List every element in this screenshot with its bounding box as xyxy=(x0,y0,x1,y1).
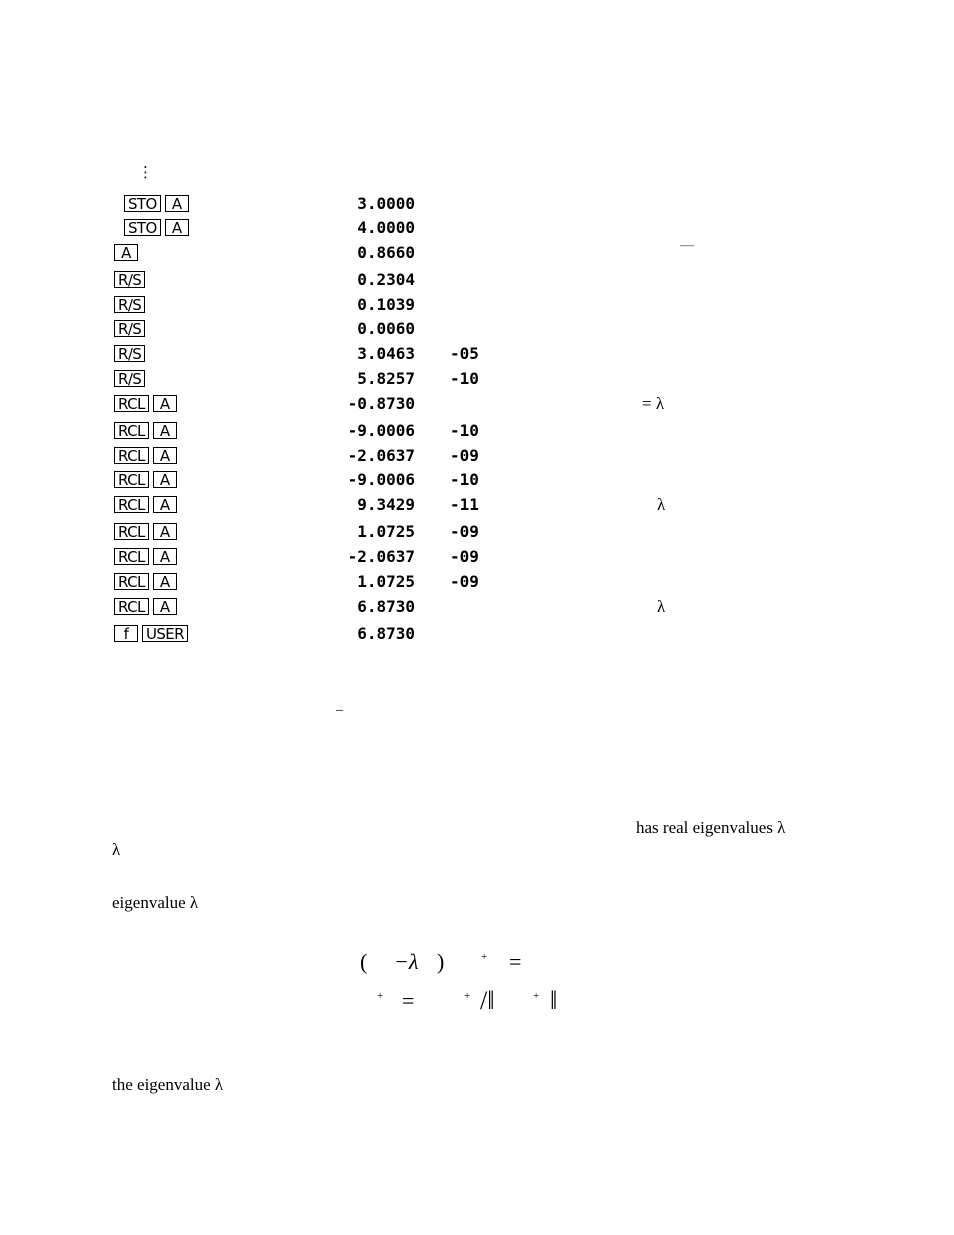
eq1-left-paren: ( xyxy=(360,949,368,974)
display-value: 1.0725 xyxy=(357,522,415,541)
calculator-key: A xyxy=(153,422,177,439)
calculator-key: RCL xyxy=(114,447,149,464)
table-row xyxy=(0,422,954,444)
display-exponent: -11 xyxy=(450,495,479,514)
eq2-norm-bar: ‖ xyxy=(550,986,558,1015)
eq1-equals: = xyxy=(509,949,522,974)
table-row xyxy=(0,447,954,469)
calculator-key: RCL xyxy=(114,598,149,615)
table-row xyxy=(0,238,954,266)
display-exponent: -10 xyxy=(450,421,479,440)
keystroke-sequence xyxy=(114,471,177,488)
calculator-key: A xyxy=(165,219,189,236)
calculator-key: RCL xyxy=(114,471,149,488)
table-row xyxy=(0,320,954,342)
display-value: 4.0000 xyxy=(357,218,415,237)
display-value: 0.8660 xyxy=(357,243,415,262)
keystroke-sequence xyxy=(114,573,177,590)
calculator-key: A xyxy=(153,471,177,488)
keystroke-sequence xyxy=(124,219,189,236)
keystroke-sequence xyxy=(114,496,177,513)
display-exponent: -09 xyxy=(450,446,479,465)
display-exponent: -10 xyxy=(450,470,479,489)
calculator-key: A xyxy=(153,573,177,590)
display-value: 9.3429 xyxy=(357,495,415,514)
table-row xyxy=(0,625,954,647)
table-row xyxy=(0,345,954,367)
table-row xyxy=(0,471,954,493)
display-value: 1.0725 xyxy=(357,572,415,591)
table-row xyxy=(0,219,954,241)
display-value: 3.0463 xyxy=(357,344,415,363)
keystroke-sequence xyxy=(114,271,145,288)
display-exponent: -09 xyxy=(450,547,479,566)
calculator-key: STO xyxy=(124,219,161,236)
calculator-key: R/S xyxy=(114,271,145,288)
calculator-key: RCL xyxy=(114,548,149,565)
table-row xyxy=(0,573,954,595)
calculator-key: R/S xyxy=(114,345,145,362)
keystroke-sequence xyxy=(114,370,145,387)
calculator-key: A xyxy=(153,395,177,412)
table-row xyxy=(0,523,954,545)
keystroke-sequence xyxy=(114,598,177,615)
calculator-key: RCL xyxy=(114,523,149,540)
paragraph-eigenvalue: eigenvalue λ xyxy=(112,893,199,912)
display-value: -2.0637 xyxy=(347,547,415,566)
table-row xyxy=(0,195,954,217)
eq1-superscript-plus: + xyxy=(481,951,488,963)
calculator-key: R/S xyxy=(114,296,145,313)
calculator-key: A xyxy=(153,548,177,565)
display-value: 5.8257 xyxy=(357,369,415,388)
keystroke-sequence xyxy=(124,195,189,212)
eq1-minus-lambda: −λ xyxy=(394,949,419,974)
vertical-ellipsis: ⋮ xyxy=(138,163,153,181)
keystroke-sequence xyxy=(114,244,138,261)
display-value: 0.0060 xyxy=(357,319,415,338)
display-value: -9.0006 xyxy=(347,421,415,440)
display-value: -2.0637 xyxy=(347,446,415,465)
eq2-equals: = xyxy=(402,988,415,1013)
paragraph-eigenvalues-left: λ xyxy=(112,840,121,859)
calculator-key: A xyxy=(114,244,138,261)
calculator-key: A xyxy=(153,523,177,540)
calculator-key: A xyxy=(165,195,189,212)
keystroke-sequence xyxy=(114,422,177,439)
eq2-superscript-plus-3: + xyxy=(533,990,540,1002)
calculator-key: USER xyxy=(142,625,188,642)
paragraph-the-eigenvalue: the eigenvalue λ xyxy=(112,1075,224,1094)
keystroke-sequence xyxy=(114,625,188,642)
table-row xyxy=(0,496,954,518)
calculator-key: RCL xyxy=(114,395,149,412)
keystroke-sequence xyxy=(114,395,177,412)
calculator-key: RCL xyxy=(114,422,149,439)
row-note: λ xyxy=(657,597,666,616)
calculator-key: R/S xyxy=(114,320,145,337)
row-note: = λ xyxy=(642,394,665,413)
display-value: 6.8730 xyxy=(357,597,415,616)
display-value: 0.2304 xyxy=(357,270,415,289)
eq2-superscript-plus-2: + xyxy=(464,990,471,1002)
calculator-key: RCL xyxy=(114,496,149,513)
calculator-key: A xyxy=(153,496,177,513)
keystroke-sequence xyxy=(114,548,177,565)
display-value: -9.0006 xyxy=(347,470,415,489)
display-value: -0.8730 xyxy=(347,394,415,413)
keystroke-sequence xyxy=(114,523,177,540)
table-row xyxy=(0,548,954,570)
eq2-slash-norm: /‖ xyxy=(480,986,495,1015)
display-value: 6.8730 xyxy=(357,624,415,643)
eq1-right-paren: ) xyxy=(437,949,445,974)
calculator-key: A xyxy=(153,598,177,615)
table-row xyxy=(0,296,954,318)
display-exponent: -09 xyxy=(450,572,479,591)
table-row xyxy=(0,395,954,417)
calculator-key: STO xyxy=(124,195,161,212)
paragraph-eigenvalues-right: has real eigenvalues λ xyxy=(636,818,786,837)
overbar-mark: _ xyxy=(336,698,343,713)
display-exponent: -10 xyxy=(450,369,479,388)
calculator-key: A xyxy=(153,447,177,464)
keystroke-sequence xyxy=(114,345,145,362)
display-exponent: -09 xyxy=(450,522,479,541)
keystroke-sequence xyxy=(114,296,145,313)
display-value: 0.1039 xyxy=(357,295,415,314)
table-row xyxy=(0,598,954,620)
display-exponent: -05 xyxy=(450,344,479,363)
row-note: λ xyxy=(657,495,666,514)
calculator-key: R/S xyxy=(114,370,145,387)
calculator-key: RCL xyxy=(114,573,149,590)
table-row xyxy=(0,370,954,392)
calculator-key: f xyxy=(114,625,138,642)
table-row xyxy=(0,271,954,293)
row-note: — xyxy=(680,238,694,253)
keystroke-sequence xyxy=(114,320,145,337)
display-value: 3.0000 xyxy=(357,194,415,213)
keystroke-sequence xyxy=(114,447,177,464)
eq2-superscript-plus-1: + xyxy=(377,990,384,1002)
